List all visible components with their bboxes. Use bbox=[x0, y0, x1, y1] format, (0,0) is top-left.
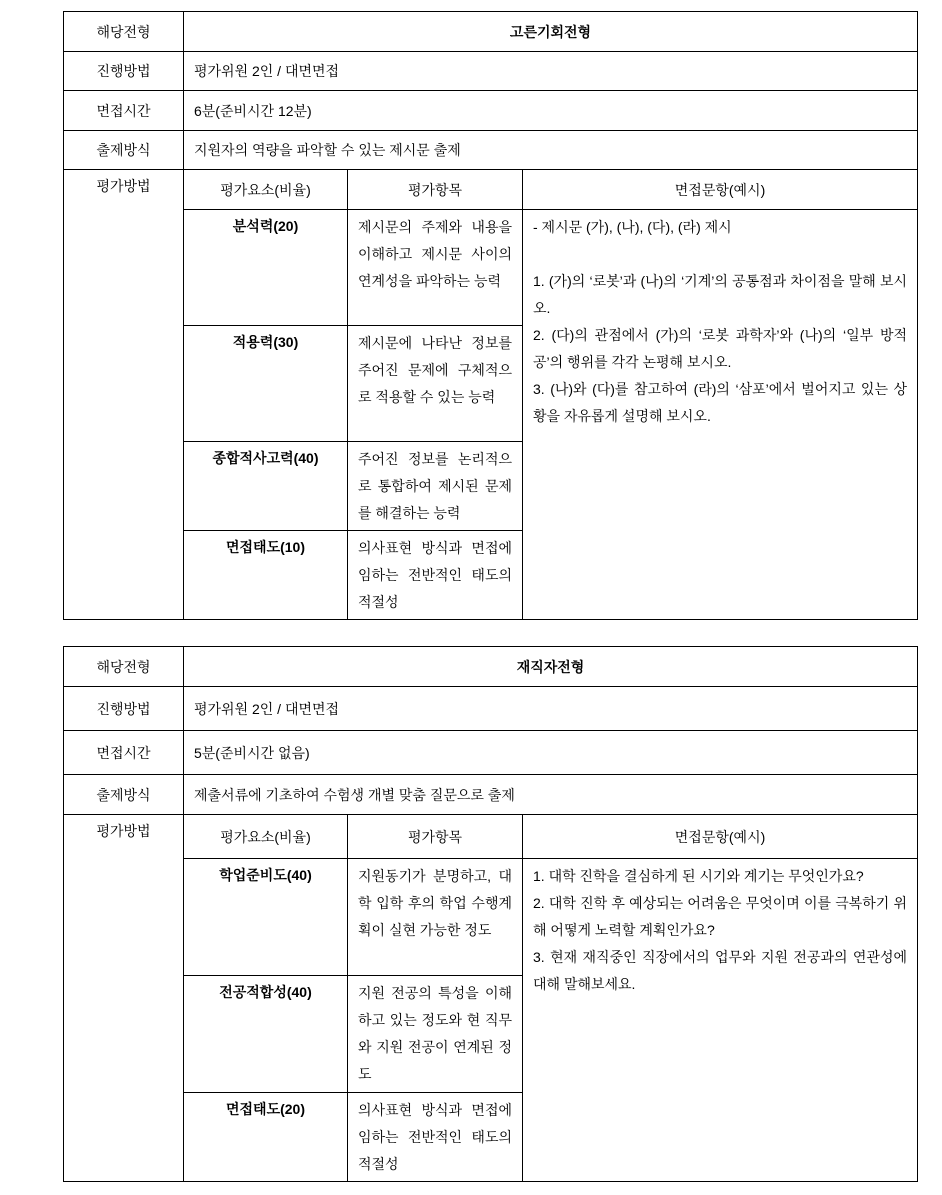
type-value: 재직자전형 bbox=[184, 647, 918, 687]
questions-cell bbox=[523, 859, 918, 1182]
criteria-element: 면접태도(20) bbox=[184, 1093, 348, 1182]
interview-table-1 bbox=[63, 11, 918, 620]
criteria-element: 분석력(20) bbox=[184, 210, 348, 326]
format-label: 출제방식 bbox=[64, 775, 184, 815]
method-value: 평가위원 2인 / 대면면접 bbox=[184, 52, 918, 91]
criteria-item: 주어진 정보를 논리적으로 통합하여 제시된 문제를 해결하는 능력 bbox=[348, 442, 523, 531]
time-label: 면접시간 bbox=[64, 91, 184, 131]
type-label: 해당전형 bbox=[64, 647, 184, 687]
type-value: 고른기회전형 bbox=[184, 12, 918, 52]
interview-table-2 bbox=[63, 646, 918, 1182]
question: 1. 대학 진학을 결심하게 된 시기와 계기는 무엇인가요? bbox=[533, 868, 864, 884]
format-label: 출제방식 bbox=[64, 131, 184, 170]
criteria-item: 의사표현 방식과 면접에 임하는 전반적인 태도의 적절성 bbox=[348, 531, 523, 620]
questions-cell bbox=[523, 210, 918, 620]
format-value: 지원자의 역량을 파악할 수 있는 제시문 출제 bbox=[184, 131, 918, 170]
criteria-item: 의사표현 방식과 면접에 임하는 전반적인 태도의 적절성 bbox=[348, 1093, 523, 1182]
criteria-item: 제시문에 나타난 정보를 주어진 문제에 구체적으로 적용할 수 있는 능력 bbox=[348, 326, 523, 442]
header-questions: 면접문항(예시) bbox=[523, 170, 918, 210]
header-questions: 면접문항(예시) bbox=[523, 815, 918, 859]
header-item: 평가항목 bbox=[348, 170, 523, 210]
criteria-element: 면접태도(10) bbox=[184, 531, 348, 620]
criteria-item: 지원동기가 분명하고, 대학 입학 후의 학업 수행계획이 실현 가능한 정도 bbox=[348, 859, 523, 976]
method-label: 진행방법 bbox=[64, 687, 184, 731]
type-label: 해당전형 bbox=[64, 12, 184, 52]
criteria-element: 적용력(30) bbox=[184, 326, 348, 442]
header-item: 평가항목 bbox=[348, 815, 523, 859]
method-value: 평가위원 2인 / 대면면접 bbox=[184, 687, 918, 731]
eval-label: 평가방법 bbox=[64, 170, 184, 620]
header-element: 평가요소(비율) bbox=[184, 170, 348, 210]
questions-intro: - 제시문 (가), (나), (다), (라) 제시 bbox=[533, 219, 732, 235]
question: 2. (다)의 관점에서 (가)의 ‘로봇 과학자’와 (나)의 ‘일부 방적공’의 행위를 각각 논평해 보시오. bbox=[533, 327, 908, 370]
format-value: 제출서류에 기초하여 수험생 개별 맞춤 질문으로 출제 bbox=[184, 775, 918, 815]
time-value: 6분(준비시간 12분) bbox=[184, 91, 918, 131]
criteria-element: 학업준비도(40) bbox=[184, 859, 348, 976]
time-label: 면접시간 bbox=[64, 731, 184, 775]
question: 1. (가)의 ‘로봇’과 (나)의 ‘기계’의 공통점과 차이점을 말해 보시오. bbox=[533, 273, 908, 316]
criteria-element: 종합적사고력(40) bbox=[184, 442, 348, 531]
criteria-item: 제시문의 주제와 내용을 이해하고 제시문 사이의 연계성을 파악하는 능력 bbox=[348, 210, 523, 326]
criteria-element: 전공적합성(40) bbox=[184, 976, 348, 1093]
eval-label: 평가방법 bbox=[64, 815, 184, 1182]
question: 3. 현재 재직중인 직장에서의 업무와 지원 전공과의 연관성에 대해 말해보세요. bbox=[533, 949, 908, 992]
method-label: 진행방법 bbox=[64, 52, 184, 91]
criteria-item: 지원 전공의 특성을 이해하고 있는 정도와 현 직무와 지원 전공이 연계된 정도 bbox=[348, 976, 523, 1093]
question: 2. 대학 진학 후 예상되는 어려움은 무엇이며 이를 극복하기 위해 어떻게 노력할 계획인가요? bbox=[533, 895, 908, 938]
time-value: 5분(준비시간 없음) bbox=[184, 731, 918, 775]
question: 3. (나)와 (다)를 참고하여 (라)의 ‘삼포’에서 벌어지고 있는 상황을 자유롭게 설명해 보시오. bbox=[533, 381, 908, 424]
header-element: 평가요소(비율) bbox=[184, 815, 348, 859]
